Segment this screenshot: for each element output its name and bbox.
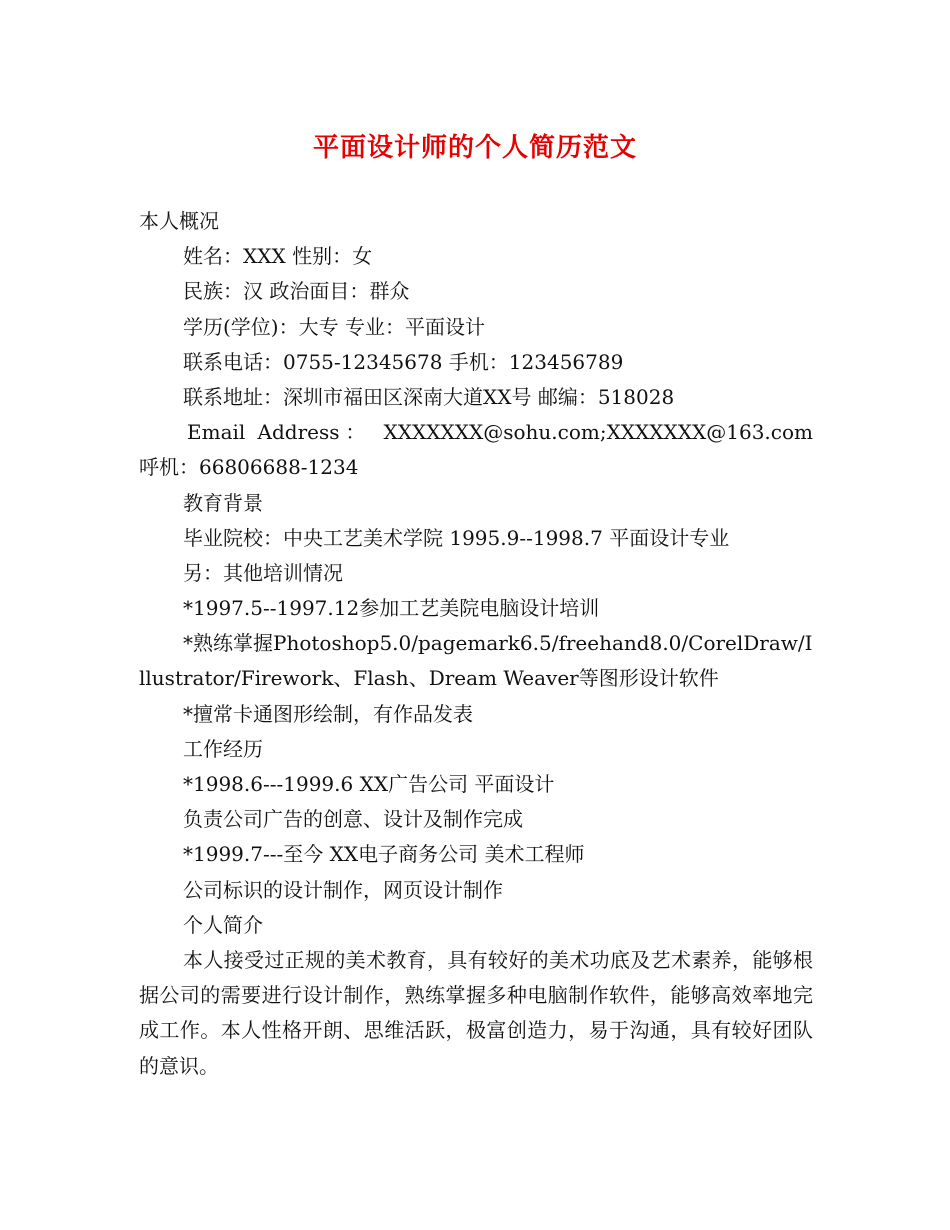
line-ethnic-politics: 民族：汉 政治面目：群众	[183, 279, 410, 304]
document-title: 平面设计师的个人简历范文	[312, 133, 637, 163]
line-address: 联系地址：深圳市福田区深南大道XX号 邮编：518028	[183, 384, 675, 409]
section-heading-intro: 个人简介	[183, 912, 263, 937]
line-phone: 联系电话：0755-12345678 手机：123456789	[183, 349, 624, 374]
line-job-1: *1998.6---1999.6 XX广告公司 平面设计	[183, 772, 555, 797]
line-training-1: *1997.5--1997.12参加工艺美院电脑设计培训	[183, 596, 600, 621]
document-body	[139, 204, 813, 1084]
line-job-2: *1999.7---至今 XX电子商务公司 美术工程师	[183, 842, 585, 867]
line-job-1-desc: 负责公司广告的创意、设计及制作完成	[183, 807, 523, 832]
line-training-3: *擅常卡通图形绘制，有作品发表	[183, 701, 473, 726]
section-heading-work: 工作经历	[183, 736, 263, 761]
line-training-2: *熟练掌握Photoshop5.0/pagemark6.5/freehand8.0/CorelDraw/Illustrator/Firework、Flash、Dream Weaver等图形设计软件	[139, 631, 813, 691]
intro-paragraph: 本人接受过正规的美术教育，具有较好的美术功底及艺术素养，能够根据公司的需要进行设计制作，熟练掌握多种电脑制作软件，能够高效率地完成工作。本人性格开朗、思维活跃，极富创造力，易于沟通，具有较好团队的意识。	[139, 948, 813, 1078]
line-email-pager: Email Address： XXXXXXX@sohu.com;XXXXXXX@163.com 呼机：66806688-1234	[139, 420, 813, 480]
line-school: 毕业院校：中央工艺美术学院 1995.9--1998.7 平面设计专业	[183, 525, 730, 550]
section-heading-education: 教育背景	[183, 490, 263, 515]
section-heading-overview: 本人概况	[139, 209, 219, 233]
line-name-gender: 姓名：XXX 性别：女	[183, 244, 373, 269]
line-degree-major: 学历(学位)：大专 专业：平面设计	[183, 314, 485, 339]
line-other-training: 另：其他培训情况	[183, 560, 343, 585]
line-job-2-desc: 公司标识的设计制作，网页设计制作	[183, 877, 503, 902]
